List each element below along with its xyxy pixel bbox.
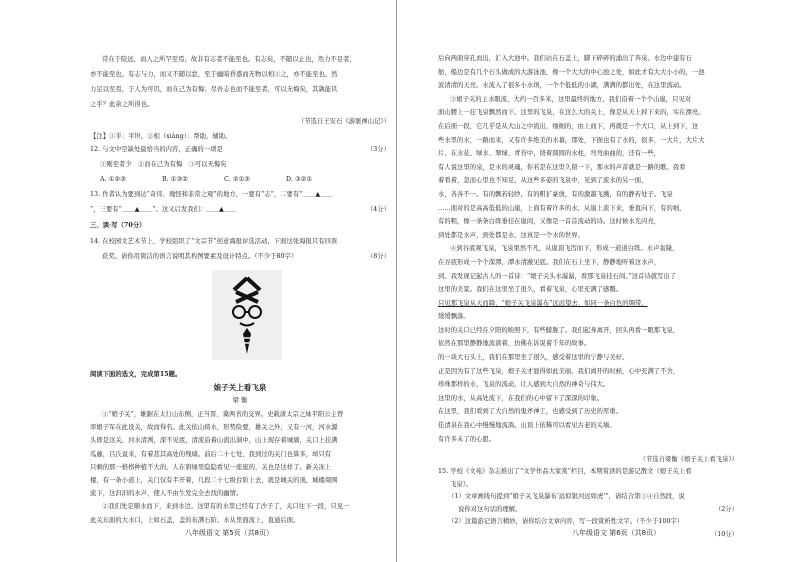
essay-line: 着看着，忽而心里也不知足，从这些多姿的飞泉中，见到了流水的另一面， <box>438 177 648 185</box>
essay-line: 正是因为有了这些飞泉，娘子关才显得如此美丽。我们离开的时候，心中充满了不舍， <box>438 367 680 375</box>
page-footer-right: 八年级语文 第6页（共8页） <box>572 529 661 537</box>
answer-blank: ＿＿▲＿＿ <box>302 191 333 198</box>
q12-score: （3分） <box>366 146 390 153</box>
essay-line: 到处都是水声，到处都是水，这真是一个水的世界。 <box>438 231 584 239</box>
essay-line: ③娘子关的主水眼流，大约一百多米，这里最终的地方，我们沿着一个个山崖，只见对 <box>450 95 692 103</box>
q15-sub1: （1）文章画线句提到“娘子关飞泉瀑布‘远似银河远如虎’”，请结合第③④自然段，说 <box>448 493 685 500</box>
q12-option: D. ③②① <box>286 176 313 183</box>
essay-line: 只剩的那一格格种植不大的，人在碧绿里隐隐看见一座座的，关也是这样了。新关冻上 <box>90 463 332 471</box>
question-14 <box>90 234 390 264</box>
essay-line: 些水里的水，一路而来，又有许多绝美的水幕，那处，下面也有了水的，很多，一大片，大片大 <box>438 136 705 144</box>
page-footer-left: 八年级语文 第5页（共8页） <box>185 529 274 537</box>
q12-item: ③可以无悔矣 <box>188 161 227 168</box>
essay-line: 流下，这汩汩的水声，使人不由生发完全去找的幽情。 <box>90 490 243 498</box>
essay-line: 面山腰上一挂飞泉飘然而下。这里的飞泉，在这么大的关上，像是从天上掉下来的，实在漂亮。 <box>438 109 705 117</box>
answer-blank: ＿＿▲＿＿ <box>121 206 153 213</box>
essay-line: ①“娘子关”，雄踞在太行山东侧，正当晋、冀两省的交界。史载唐太宗之妹平阳公主曾 <box>102 411 344 418</box>
essay-line: 珍珠那样的水，飞泉的流动，让人感到大自然的神奇与伟大。 <box>438 381 610 389</box>
q15-sub1b: 说你对这句话的理解。 <box>458 505 522 513</box>
essay-line: 有的粗，像一条条白练垂挂在崖间，又像是一首首流动的诗。这时候水光闪亮， <box>438 218 661 226</box>
q12-text: 12. 与文中空缺处最恰当的内容，正确的一项是 <box>90 146 223 153</box>
essay-line: 片，在水花、绿水、翠绿、青苔中，绕着圆圆的水柱，弯弯曲曲的，还有一些， <box>438 150 661 158</box>
poster-image <box>212 270 282 360</box>
passage-line: 亦不能至也。有志与力，而又不随以怠，至于幽暗昏惑而无物以相①之，亦不能至也。然 <box>90 71 338 78</box>
essay-line: ④到谷底观飞泉，飞泉果然不凡，从崖顶飞泻而下，形成一道道白练。水声轰隆， <box>450 245 679 253</box>
q14-score: （8分） <box>366 253 390 260</box>
essay-author: 梁 衡 <box>232 397 248 404</box>
q12-option: A. ①②③ <box>100 176 126 183</box>
q13-score: （4分） <box>366 206 390 213</box>
q13-text-b: ”，三要有“ <box>90 206 122 213</box>
essay-underlined-line: 只见那飞泉从天而降，“娘子关飞泉瀑布”远远望去，如同一条白色的绸带， <box>438 299 648 307</box>
passage-note: 【注】①乎：平坦。②相（xiàng）：帮助，辅助。 <box>90 133 232 140</box>
essay-line: 水，各各不一。有的飘若轻纱，有的粗犷豪放，有的激越飞溅，有的静若处子。飞泉 <box>438 190 673 198</box>
essay-line: 缓缓飘落。 <box>438 313 470 321</box>
reading-intro: 阅读下面的选文，完成第15题。 <box>90 371 182 378</box>
q13-text-c: ”。这又启发我们： <box>152 206 207 213</box>
essay-line: 率娘子军在此设关，故而得名。此关依山傍水，形势险要，雄关之外，又有一河，河水源 <box>90 424 338 432</box>
q12-item: ①刚至者少 <box>100 161 132 168</box>
passage-line: 之乎？此余之所得也。 <box>90 101 154 108</box>
poster-face-icon <box>212 270 282 360</box>
q15-sub2-score: （10分） <box>710 530 738 538</box>
question-12 <box>90 142 390 187</box>
passage-line: 力足以至焉，于人为可讥，而在己为有悔；尽吾志也而不能至者，可以无悔矣，其孰能讥 <box>90 86 338 93</box>
essay-line: 舫，船边是有几个石头做成的大游泳池，像一个大大的中心池之处，如此才有大大小小的，一池 <box>438 68 705 76</box>
essay-line: 这里的水，从高处流下，在我们的心中留下了深深的印象。 <box>438 394 604 402</box>
essay-line: 后向两面穿孔而出，汇入大池中。我们站在石盖上，脚下碎碎的涌出了奔泉。水边中建有石 <box>438 55 692 62</box>
q15-line: 15. 学校《文苑》杂志推出了“文学作品大家赏”栏目，本期赏读的是游记散文《娘子关上看 <box>438 468 692 475</box>
essay-body-right <box>438 52 738 446</box>
essay-line: 在这里，我们看到了大自然的鬼斧神工，也感受到了历史的厚重。 <box>438 408 623 416</box>
page-divider <box>396 0 397 562</box>
essay-line: 这里的美景。我们在这里坐了很久，看着飞泉，心里充满了感慨。 <box>438 286 623 294</box>
q13-text: 13. 作者认为要到达“奇伟、瑰怪和非常之观”的地方，一要有“志”，二要有“ <box>90 191 303 198</box>
q12-option: B. ①③② <box>162 176 188 183</box>
essay-body-left <box>90 408 390 527</box>
q12-item: ②而在己为有悔 <box>137 161 183 168</box>
essay-line: 在谷底形成一个个深潭，潭水清澈见底。我们在石上坐下，静静地听着这水声， <box>438 258 661 266</box>
essay-line: 这时的关口已经在夕阳的映照下，有些朦胧了。我们起身离开，回头再看一眼那飞泉， <box>438 326 680 334</box>
essay-line: 头即是这关，河水清冽，深不见底，清流沿着山流出洞中，山上现存着城墙，关口上挂满 <box>90 437 338 445</box>
essay-line: 此关东面的大水口，上如石盖，盖的布满石阶。水从里面流上，直通后面。 <box>90 516 300 524</box>
essay-line: 瓜藤，吕氏说来，有着甚其高处的残墙。前后二十七处，我到过的关门也算多，却只有 <box>90 450 332 458</box>
essay-line: 的一块大石头上，我们在那里坐了很久，感受着这里的宁静与美好。 <box>438 354 629 362</box>
essay-line: 佳清泉在我心中慢慢地流淌。山顶上依稀可以看见古老的关墙。 <box>438 422 616 430</box>
answer-blank: ＿＿▲＿＿ <box>206 206 237 213</box>
q14-line: 获奖。请你用简洁的语言说明其构图要素及设计特点。（不少于80字） <box>102 253 298 260</box>
q15-sub1-score: （2分） <box>714 505 738 513</box>
essay-line: 有许多未了的心愿。 <box>438 435 496 443</box>
essay-line: 在后面一段，它几乎是从大山之中流出，细细的，由上而下，再就是一个大口，从上到下，这 <box>438 122 699 130</box>
essay-line: 有人说这里的泉，是水的灵魂，你若是在这里久留一下，那水的声音就是一路的歌。我看 <box>438 163 686 171</box>
passage-line: 常在于险远，而人之所罕至焉，故非有志者不能至也。有志矣，不随以止也，然力不足者， <box>102 56 356 63</box>
essay-line: 依然在那里静静地流淌着，仿佛在诉说着千年的故事。 <box>438 340 591 348</box>
essay-line: 波清清的天亮。水流入了很多小水坝，一个个低低的小湖，满满的都出处，在这里流动。 <box>438 82 686 90</box>
question-13 <box>90 187 390 217</box>
passage-top <box>90 52 390 144</box>
q14-line: 14. 在校园文艺术节上，学校组织了“文宗节”创意海报评选活动，下面这张海报只有四票 <box>90 238 338 245</box>
essay-source: （节选自梁衡《娘子关上看飞泉》） <box>639 456 738 463</box>
essay-line: 到。我发现记起古人的一首诗：“娘子关头水潺潺，看那飞泉挂石间。”这首诗就写出了 <box>438 272 677 280</box>
passage-source: （节选自王安石《游褒禅山记》） <box>297 118 390 125</box>
section-heading: 三、读·写（70分） <box>90 222 146 229</box>
q15-sub2: （2）这篇游记语言精妙，请你结合文章内容，写一段赏析性文字。（不少于100字） <box>448 518 684 525</box>
essay-title: 娘子关上看飞泉 <box>213 383 267 392</box>
q12-option: C. ②①③ <box>224 176 250 183</box>
essay-line: 楼，有一条小道上，关门仅有半开着，几段二十七级台阶上去，就是城关的顶，城楼周围 <box>90 476 338 484</box>
q15-line: 飞泉》。 <box>450 480 473 488</box>
essay-line: ②我们先是顺水而下，来到水边。这里有的水里已经有了沙子了，关口往下一段，只见一 <box>102 503 350 511</box>
essay-line: ……面对的是高高低低的山崖，上面有着许多的水，从崖上流下来，垂直向下，有的细， <box>438 204 686 212</box>
